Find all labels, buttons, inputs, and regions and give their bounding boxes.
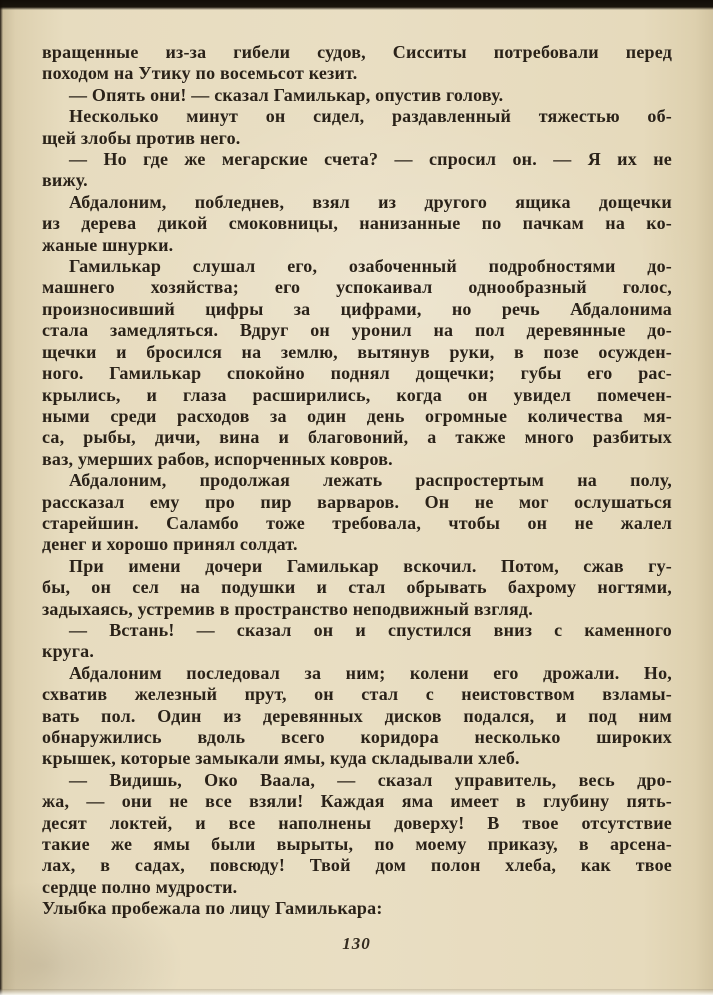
- scan-edge-left: [0, 0, 3, 995]
- text-line: — Встань! — сказал он и спустился вниз с каменного: [69, 619, 672, 640]
- text-line: вижу.: [42, 170, 88, 191]
- text-line: денег и хорошо принял солдат.: [42, 534, 298, 555]
- text-line: крылись, и глаза расширились, когда он увидел помечен-: [42, 384, 672, 405]
- text-line: произносивший цифры за цифрами, но речь Абдалонима: [42, 298, 672, 319]
- text-line: са, рыбы, дичи, вина и благовоний, а также много разбитых: [42, 427, 672, 448]
- text-line: лах, в садах, повсюду! Твой дом полон хлеба, как твое: [42, 855, 672, 876]
- text-line: При имени дочери Гамилькар вскочил. Потом, сжав гу-: [69, 555, 672, 576]
- text-line: старейшин. Саламбо тоже требовала, чтобы он не жалел: [42, 512, 672, 533]
- text-line: Несколько минут он сидел, раздавленный тяжестью об-: [69, 106, 672, 127]
- text-line: вать пол. Один из деревянных дисков подался, и под ним: [42, 705, 672, 726]
- text-line: такие же ямы были вырыты, по моему приказу, в арсена-: [42, 834, 672, 855]
- text-line: вращенные из-за гибели судов, Сисситы потребовали перед: [42, 42, 672, 62]
- text-line: Улыбка пробежала по лицу Гамилькара:: [42, 898, 383, 919]
- text-line: ного. Гамилькар спокойно поднял дощечки; губы его рас-: [42, 363, 672, 384]
- scan-edge-top: [0, 0, 713, 10]
- text-line: Абдалоним, продолжая лежать распростертым на полу,: [69, 470, 672, 491]
- text-line: стала замедляться. Вдруг он уронил на пол деревянные до-: [42, 320, 672, 341]
- scan-edge-bottom: [0, 989, 713, 995]
- text-line: обнаружились вдоль всего коридора несколько широких: [42, 727, 672, 747]
- text-line: рассказал ему про пир варваров. Он не мог ослушаться: [42, 491, 672, 512]
- page-text: [42, 42, 672, 920]
- text-line: крышек, которые замыкали ямы, куда складывали хлеб.: [42, 748, 520, 769]
- text-line: задыхаясь, устремив в пространство неподвижный взгляд.: [42, 598, 533, 619]
- text-line: — Опять они! — сказал Гамилькар, опустив голову.: [69, 84, 504, 105]
- text-line: щей злобы против него.: [42, 127, 241, 148]
- text-line: ваз, умерших рабов, испорченных ковров.: [42, 448, 393, 469]
- text-line: Абдалоним последовал за ним; колени его дрожали. Но,: [69, 662, 672, 683]
- text-line: — Но где же мегарские счета? — спросил он. — Я их не: [69, 149, 672, 170]
- text-line: — Видишь, Око Ваала, — сказал управитель, весь дро-: [69, 769, 672, 790]
- text-line: Абдалоним, побледнев, взял из другого ящика дощечки: [69, 191, 672, 212]
- text-line: ными среди расходов за один день огромные количества мя-: [42, 405, 672, 426]
- text-line: жаные шнурки.: [42, 234, 174, 255]
- text-line: круга.: [42, 641, 95, 662]
- text-line: Гамилькар слушал его, озабоченный подробностями до-: [69, 256, 672, 277]
- text-line: сердце полно мудрости.: [42, 876, 238, 897]
- text-line: десят локтей, и все наполнены доверху! В твое отсутствие: [42, 812, 672, 833]
- text-line: схватив железный прут, он стал с неистовством взламы-: [42, 684, 672, 705]
- text-line: жа, — они не все взяли! Каждая яма имеет в глубину пять-: [42, 791, 672, 812]
- text-line: из дерева дикой смоковницы, нанизанные по пачкам на ко-: [42, 213, 672, 234]
- page-number: 130: [342, 934, 371, 953]
- text-line: машнего хозяйства; его успокаивал однообразный голос,: [42, 277, 672, 298]
- text-line: походом на Утику по восемьсот кезит.: [42, 63, 358, 84]
- text-line: щечки и бросился на землю, вытянув руки, в позе осужден-: [42, 341, 672, 362]
- text-line: бы, он сел на подушки и стал обрывать бахрому ногтями,: [42, 577, 672, 598]
